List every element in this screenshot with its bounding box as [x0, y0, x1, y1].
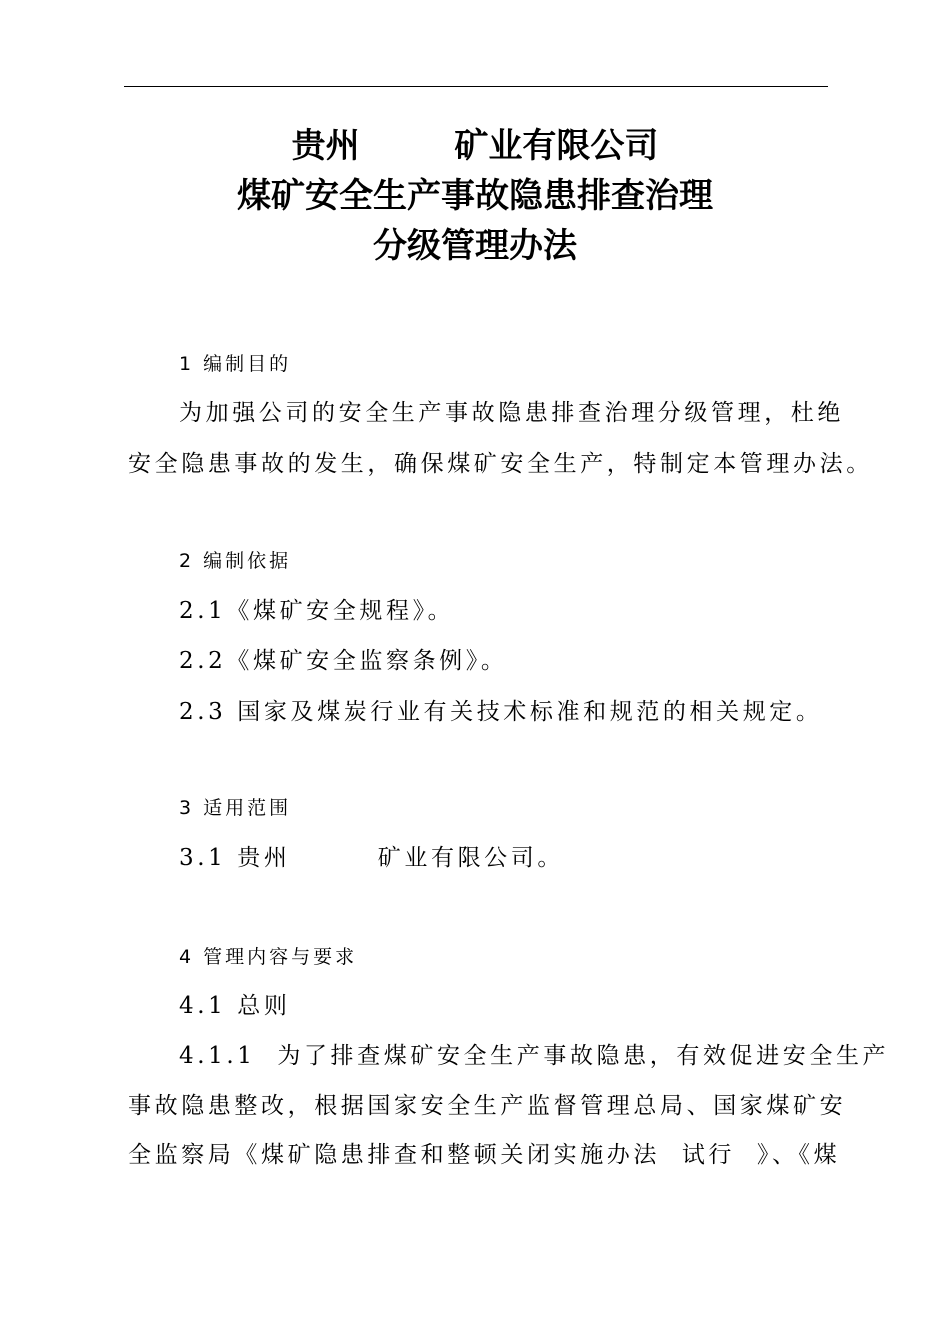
- title-line-2: 煤矿安全生产事故隐患排查治理: [237, 176, 713, 216]
- section-1-paragraph-line-1: 为加强公司的安全生产事故隐患排查治理分级管理，杜绝: [179, 400, 844, 426]
- section-2-heading: 2 编制依据: [179, 550, 292, 572]
- section-2-item-1: 2.1《煤矿安全规程》。: [179, 598, 455, 624]
- section-4-paragraph-line-3: 全监察局《煤矿隐患排查和整顿关闭实施办法 试行 》、《煤: [128, 1142, 841, 1168]
- section-4-paragraph-line-2: 事故隐患整改，根据国家安全生产监督管理总局、国家煤矿安: [128, 1093, 847, 1119]
- section-3-heading: 3 适用范围: [179, 797, 292, 819]
- section-2-item-3: 2.3 国家及煤炭行业有关技术标准和规范的相关规定。: [179, 699, 823, 725]
- title-line-3: 分级管理办法: [373, 226, 577, 266]
- section-4-heading: 4 管理内容与要求: [179, 946, 358, 968]
- section-1-paragraph-line-2: 安全隐患事故的发生，确保煤矿安全生产，特制定本管理办法。: [128, 451, 873, 477]
- title-line-1: 贵州 矿业有限公司: [291, 126, 659, 166]
- section-4-subheading: 4.1 总则: [179, 993, 291, 1019]
- section-1-heading: 1 编制目的: [179, 353, 292, 375]
- section-2-item-2: 2.2《煤矿安全监察条例》。: [179, 648, 508, 674]
- section-4-paragraph-line-1: 4.1.1 为了排查煤矿安全生产事故隐患，有效促进安全生产: [179, 1043, 890, 1069]
- header-rule: [124, 86, 828, 87]
- section-3-item-1: 3.1 贵州 矿业有限公司。: [179, 845, 564, 871]
